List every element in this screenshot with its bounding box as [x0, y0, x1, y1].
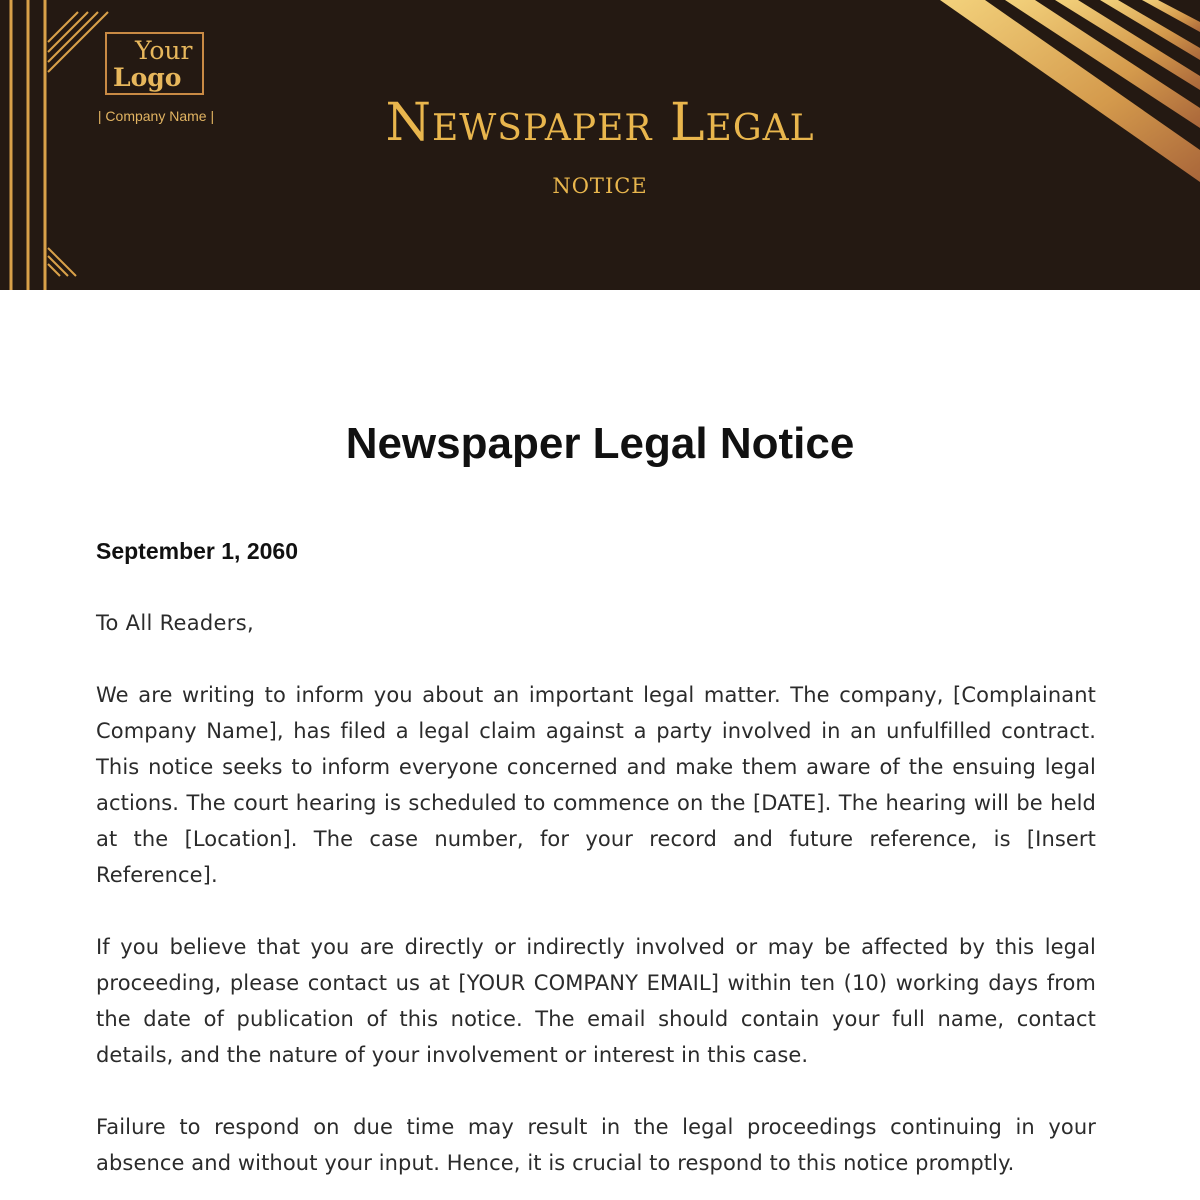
banner-subtitle: notice [552, 166, 648, 201]
logo-text-line1: Your [135, 36, 193, 65]
logo [105, 32, 204, 95]
header-banner [0, 0, 1200, 290]
logo-text-line2: Logo [113, 63, 182, 92]
bottom-left-hatch [48, 248, 76, 276]
top-left-hatch [48, 12, 108, 72]
greeting: To All Readers, [96, 611, 254, 635]
paragraph-legal-matter: We are writing to inform you about an important legal matter. The company, [Complainant Company Name], has filed a legal claim against a party involved in an unfulfilled contract. This notice seeks to inform everyone concerned and make them aware of the ensuing legal actions. The court hearing is scheduled to commence on the [DATE]. The hearing will be held at the [Location]. The case number, for your record and future reference, is [Insert Reference]. [96, 683, 1096, 887]
paragraph-failure-to-respond: Failure to respond on due time may result in the legal proceedings continuing in your absence and without your input. Hence, it is crucial to respond to this notice promptly. [96, 1115, 1096, 1175]
paragraph-contact-instructions: If you believe that you are directly or indirectly involved or may be affected by this legal proceeding, please contact us at [YOUR COMPANY EMAIL] within ten (10) working days from the date of publication of this notice. The email should contain your full name, contact details, and the nature of your involvement or interest in this case. [96, 935, 1096, 1067]
notice-date: September 1, 2060 [96, 538, 299, 564]
company-name: | Company Name | [97, 108, 215, 124]
left-vertical-lines [11, 0, 45, 290]
top-right-stripes [940, 0, 1200, 182]
document-body [96, 533, 1096, 1200]
banner-title: Newspaper Legal [385, 93, 815, 153]
document-title: Newspaper Legal Notice [345, 419, 855, 468]
